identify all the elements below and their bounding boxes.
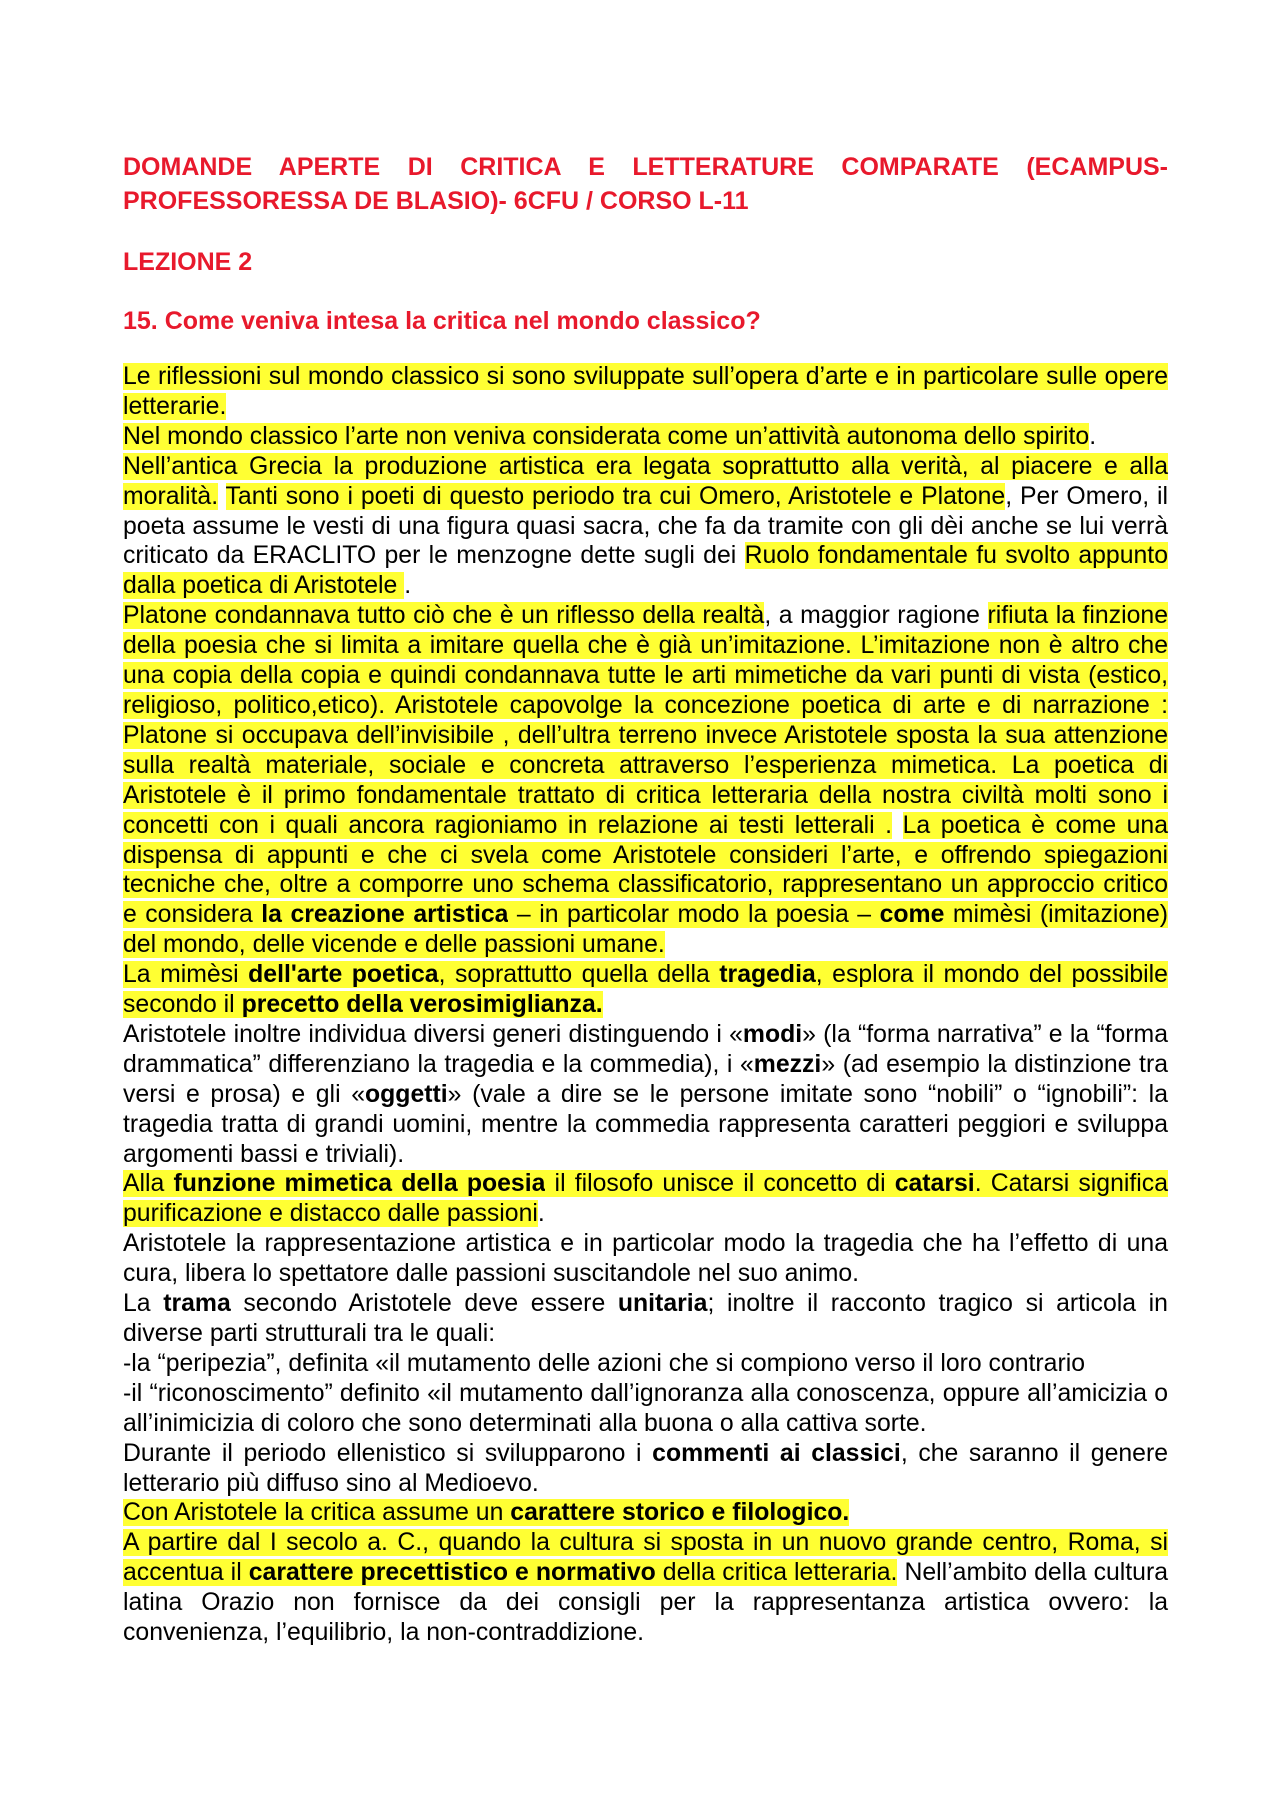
bold-term: carattere storico e filologico. xyxy=(510,1499,850,1527)
bold-term: dell'arte poetica xyxy=(248,961,439,989)
text-run: ; inoltre il racconto tragico si articola in diverse parti strutturali tra le quali: xyxy=(123,1290,1168,1347)
answer-body xyxy=(123,362,1168,1648)
answer-paragraph xyxy=(123,960,1168,1020)
text-run: Aristotele inoltre individua diversi generi distinguendo i « xyxy=(123,1020,743,1048)
highlighted-text: Tanti sono i poeti di questo periodo tra cui Omero, Aristotele e Platone xyxy=(225,482,1006,510)
bold-term: trama xyxy=(163,1290,231,1318)
highlighted-text: Alla xyxy=(123,1170,174,1198)
text-run xyxy=(892,812,903,839)
text-run: -il “riconoscimento” definito «il mutamento dall’ignoranza alla conoscenza, oppure all’amicizia o all’inimicizia di coloro che sono determinati alla buona o alla cattiva sorte. xyxy=(123,1379,1168,1437)
text-run: , a maggior ragione xyxy=(764,602,988,630)
text-run: Aristotele la rappresentazione artistica e in particolar modo la tragedia che ha l’effetto di una cura, libera lo spettatore dalle passioni suscitandole nel suo animo. xyxy=(123,1230,1168,1288)
highlighted-text: . Catarsi significa purificazione e distacco dalle passioni xyxy=(123,1170,1168,1228)
highlighted-text: , esplora il mondo del possibile secondo il xyxy=(123,961,1168,1019)
bold-term: unitaria xyxy=(617,1290,708,1318)
answer-paragraph xyxy=(123,1169,1168,1229)
highlighted-text: Nel mondo classico l’arte non veniva considerata come un’attività autonoma dello spirito xyxy=(123,422,1090,450)
answer-paragraph xyxy=(123,1498,1168,1528)
bold-term: precetto della verosimiglianza. xyxy=(241,991,603,1019)
text-run: » (ad esempio la distinzione tra versi e prosa) e gli « xyxy=(123,1050,1168,1108)
highlighted-text: Ruolo fondamentale fu svolto appunto dalla poetica di Aristotele xyxy=(123,542,1168,600)
highlighted-text: rifiuta la finzione della poesia che si limita a imitare quella che è già un’imitazione. L’imitazione non è altro che una copia della copia e quindi condannava tutte le arti mimetiche da vari punti di vista (estico, religioso, politico,etico). Aristotele capovolge la concezione poetica di arte e di narrazione : Platone si occupava dell’invisibile , dell’ultra terreno invece Aristotele sposta la sua attenzione sulla realtà materiale, sociale e concreta attraverso l’esperienza mimetica. La poetica di Aristotele è il primo fondamentale trattato di critica letteraria della nostra civiltà molti sono i concetti con i quali ancora ragioniamo in relazione ai testi letterali . xyxy=(123,602,1169,839)
highlighted-text: Con Aristotele la critica assume un xyxy=(123,1499,511,1527)
text-run: . xyxy=(537,1200,545,1228)
answer-paragraph xyxy=(123,601,1168,960)
bold-term: modi xyxy=(742,1020,803,1048)
text-run: . xyxy=(1089,422,1097,450)
document-page xyxy=(123,150,1168,1648)
text-run: secondo Aristotele deve essere xyxy=(230,1290,618,1318)
text-run: » (la “forma narrativa” e la “forma drammatica” differenziano la tragedia e la commedia), i « xyxy=(123,1020,1168,1078)
highlighted-text: – in particolar modo la poesia – xyxy=(508,901,880,929)
text-run: , che saranno il genere letterario più diffuso sino al Medioevo. xyxy=(123,1439,1168,1497)
bold-term: commenti ai classici xyxy=(652,1439,901,1467)
question-heading: 15. Come veniva intesa la critica nel mondo classico? xyxy=(123,307,761,335)
highlighted-text: mimèsi (imitazione) del mondo, delle vicende e delle passioni umane. xyxy=(123,901,1168,959)
text-run: -la “peripezia”, definita «il mutamento delle azioni che si compiono verso il loro contrario xyxy=(123,1349,1086,1377)
bold-term: mezzi xyxy=(753,1050,822,1078)
highlighted-text: Nell’antica Grecia la produzione artistica era legata soprattutto alla verità, al piacere e alla moralità. xyxy=(123,452,1168,510)
text-run: Durante il periodo ellenistico si svilupparono i xyxy=(123,1439,653,1467)
answer-paragraph xyxy=(123,1020,1168,1170)
text-run: La xyxy=(123,1290,164,1318)
document-title: DOMANDE APERTE DI CRITICA E LETTERATURE COMPARATE (ECAMPUS-PROFESSORESSA DE BLASIO)- 6CFU / CORSO L-11 xyxy=(123,153,1168,215)
answer-paragraph xyxy=(123,1528,1168,1648)
lesson-heading: LEZIONE 2 xyxy=(123,248,253,276)
highlighted-text: La mimèsi xyxy=(123,961,249,989)
bold-term: carattere precettistico e normativo xyxy=(248,1559,656,1587)
highlighted-text: La poetica è come una dispensa di appunti e che ci svela come Aristotele consideri l’arte, e offrendo spiegazioni tecniche che, oltre a comporre uno schema classificatorio, rappresentano un approccio critico e considera xyxy=(123,811,1169,929)
answer-paragraph xyxy=(123,1229,1168,1289)
bold-term: tragedia xyxy=(719,961,816,989)
bold-term: catarsi xyxy=(894,1170,975,1198)
answer-paragraph xyxy=(123,1439,1168,1499)
text-run: , Per Omero, il poeta assume le vesti di una figura quasi sacra, che fa da tramite con gli dèi anche se lui verrà criticato da ERACLITO per le menzogne dette sugli dei xyxy=(123,482,1168,570)
bold-term: oggetti xyxy=(365,1080,448,1108)
highlighted-text: il filosofo unisce il concetto di xyxy=(545,1170,895,1198)
text-run: Nell’ambito della cultura latina Orazio non fornisce da dei consigli per la rappresentanza artistica ovvero: la convenienza, l’equilibrio, la non-contraddizione. xyxy=(123,1559,1169,1647)
highlighted-text: Le riflessioni sul mondo classico si sono sviluppate sull’opera d’arte e in particolare sulle opere letterarie. xyxy=(123,363,1168,420)
highlighted-text: , soprattutto quella della xyxy=(438,961,720,989)
bold-term: come xyxy=(879,901,945,929)
highlighted-text: Platone condannava tutto ciò che è un riflesso della realtà xyxy=(123,602,765,630)
bold-term: funzione mimetica della poesia xyxy=(173,1170,546,1198)
text-run xyxy=(218,483,225,510)
highlighted-text: della critica letteraria. xyxy=(655,1559,898,1587)
answer-paragraph xyxy=(123,1349,1168,1379)
answer-paragraph xyxy=(123,1379,1168,1439)
answer-paragraph xyxy=(123,452,1168,602)
answer-paragraph xyxy=(123,362,1168,422)
text-run: . xyxy=(404,572,412,600)
highlighted-text: A partire dal I secolo a. C., quando la cultura si sposta in un nuovo grande centro, Roma, si accentua il xyxy=(123,1529,1168,1587)
answer-paragraph xyxy=(123,422,1168,452)
answer-paragraph xyxy=(123,1289,1168,1349)
bold-term: la creazione artistica xyxy=(261,901,509,929)
text-run: » (vale a dire se le persone imitate sono “nobili” o “ignobili”: la tragedia tratta di grandi uomini, mentre la commedia rappresenta caratteri peggiori e sviluppa argomenti bassi e triviali). xyxy=(123,1080,1168,1168)
